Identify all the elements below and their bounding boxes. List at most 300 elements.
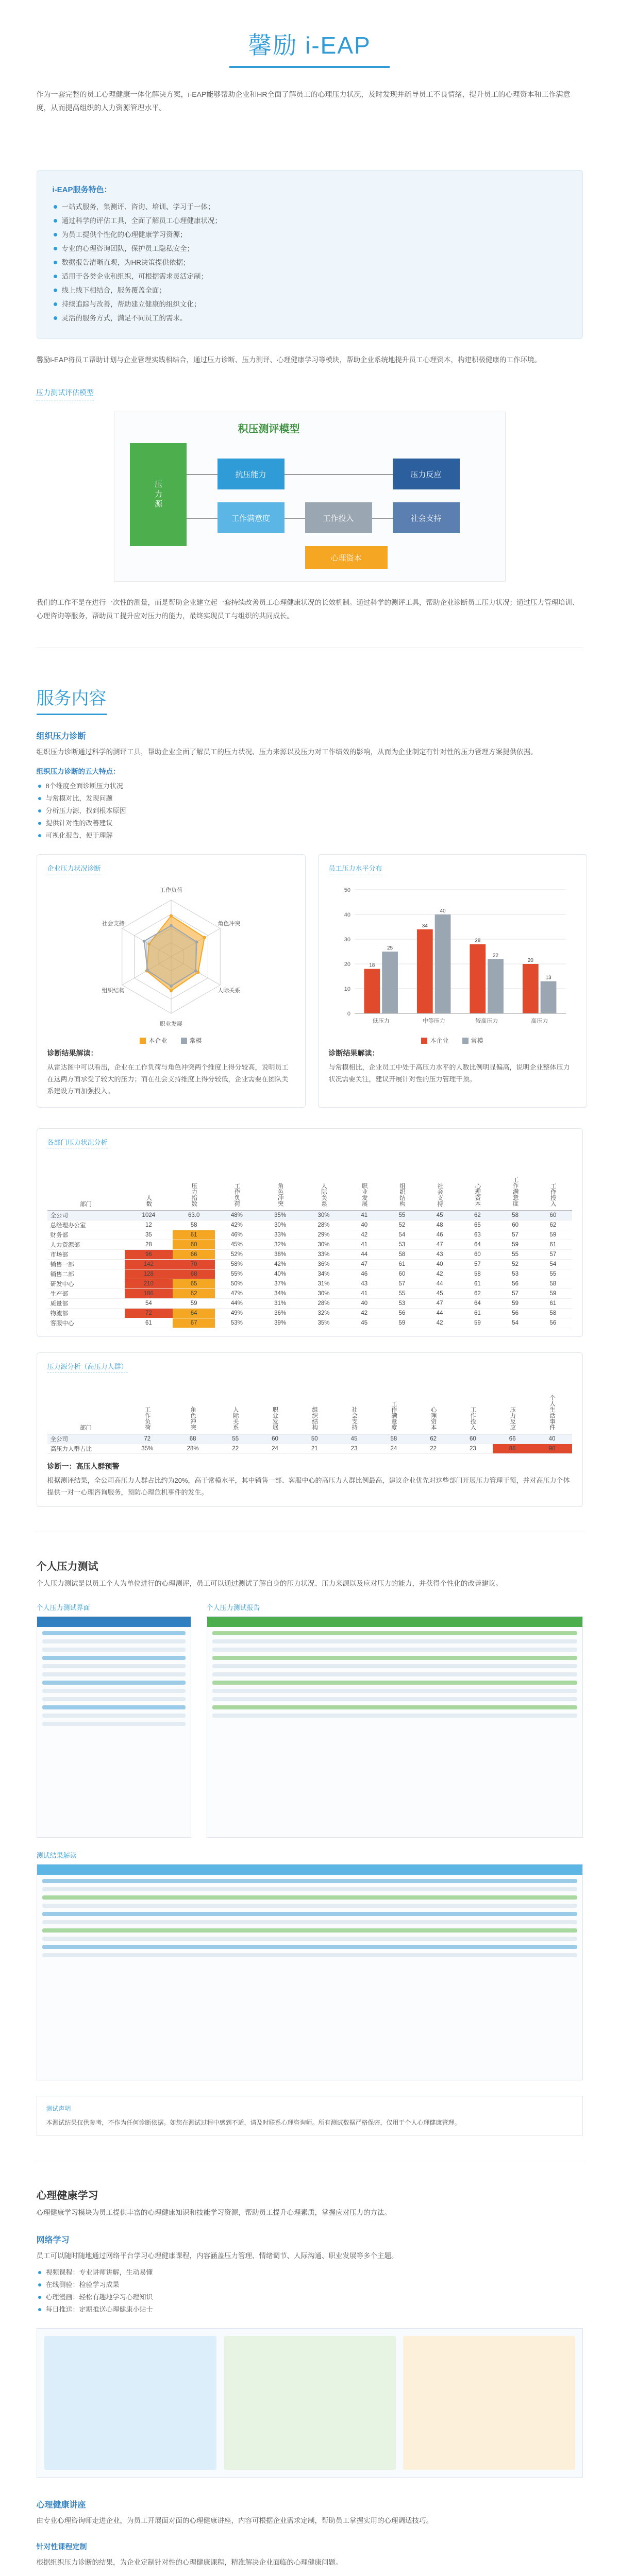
table-cell: 42% [215,1220,258,1230]
table-cell: 全公司 [47,1434,125,1444]
placeholder-line [212,1689,577,1693]
table-cell: 62 [459,1210,496,1220]
table-cell: 物流部 [47,1308,125,1318]
table-cell: 56 [534,1318,572,1328]
table-cell: 57 [534,1249,572,1259]
legend-swatch [421,1038,427,1044]
radar-chart [47,879,295,1034]
test-report-image [207,1616,583,1838]
placeholder-line [212,1681,577,1685]
radar-point [146,969,149,972]
table-cell: 47 [421,1240,459,1249]
notice-title: 测试声明 [46,2105,71,2112]
table-header-cell [334,1378,374,1434]
table-cell: 55 [383,1289,421,1298]
placeholder-line [42,1895,577,1900]
table-cell: 59 [459,1318,496,1328]
study-screens [37,2328,583,2478]
table-cell: 59 [534,1289,572,1298]
test-result-header [37,1865,582,1875]
table-cell: 55 [215,1434,255,1444]
placeholder-line [42,1689,186,1693]
advantages-title: i-EAP服务特色： [52,185,112,194]
table-cell: 41 [345,1240,383,1249]
table-cell: 42% [258,1259,302,1269]
table-cell: 96 [125,1249,173,1259]
table-header-label: 角色冲突 [190,1406,196,1430]
bar [382,952,398,1013]
study-screen-course [44,2336,216,2470]
test-caption-2: 个人压力测试报告 [206,1604,260,1612]
table-cell: 58 [374,1434,413,1444]
model-node-satisfaction: 工作满意度 [218,502,285,533]
table-cell: 63 [459,1230,496,1240]
advantages-box [37,170,583,339]
table-cell: 28% [302,1220,345,1230]
advantages-list [53,200,567,325]
list-item: 与常模对比，发现问题 [37,792,583,805]
legend-label: 本企业 [148,1037,168,1044]
table-cell: 58 [534,1279,572,1289]
table-cell: 30% [258,1220,302,1230]
radar-axis-label: 社会支持 [102,921,125,927]
study-heading: 心理健康学习 [36,2190,98,2201]
bar [488,959,504,1013]
bar [364,969,380,1013]
legend-label: 常模 [189,1037,202,1044]
radar-legend [47,1036,295,1045]
bar-tick-label: 0 [347,1011,350,1017]
bar-category-label: 低压力 [372,1018,390,1024]
diagnosis-list-title: 组织压力诊断的五大特点： [36,768,120,775]
radar-axis-label: 职业发展 [159,1021,182,1027]
table-cell: 56 [496,1279,534,1289]
radar-card-text: 从雷达图中可以看出，企业在工作负荷与角色冲突两个维度上得分较高，说明员工在这两方面承受了较大的压力；而在社会支持维度上得分较低，企业需要在团队关系建设方面加强投入。 [47,1063,289,1095]
placeholder-line [212,1672,577,1676]
table-cell: 42 [345,1230,383,1240]
bar [434,914,450,1013]
table-cell: 61 [125,1318,173,1328]
table-header-cell [295,1378,334,1434]
radar-point [170,985,173,988]
test-caption-3: 测试结果解读 [36,1852,77,1859]
bar-card-subtitle: 诊断结果解读： [328,1049,379,1057]
table-header-label: 部门 [80,1201,92,1208]
study-sub2-text: 由专业心理咨询师走进企业，为员工开展面对面的心理健康讲座，内容可根据企业需求定制，帮助员工掌握实用的心理调适技巧。 [36,2517,433,2524]
placeholder-line [42,1631,186,1635]
table-header-cell [493,1378,532,1434]
hero-title: 馨励 i-EAP [229,27,389,68]
table-cell: 54 [383,1230,421,1240]
table-cell: 40 [345,1298,383,1308]
table-header-cell [125,1378,170,1434]
services-section [37,684,583,842]
placeholder-line [212,1648,577,1652]
table-cell: 24 [374,1444,413,1454]
bar [540,981,556,1013]
model-paragraph: 我们的工作不是在进行一次性的测量，而是帮助企业建立起一套持续改善员工心理健康状况的长效机制。通过科学的测评工具，帮助企业诊断员工压力状况；通过压力管理培训、心理咨询等服务，帮助员工提升应对压力的能力，最终实现员工与组织的共同成长。 [36,599,579,620]
table-cell: 68 [173,1269,215,1279]
radar-point [170,924,173,927]
bar-tick-label: 40 [344,912,350,918]
table-cell: 60 [255,1434,295,1444]
legend-item [462,1036,483,1045]
table-cell: 49% [215,1308,258,1318]
placeholder-line [42,1920,577,1924]
model-node-engagement: 工作投入 [305,502,372,533]
list-item: 专业的心理咨询团队，保护员工隐私安全； [53,242,567,256]
legend-label: 常模 [471,1037,483,1044]
test-section [37,1558,583,1590]
table-cell: 23 [453,1444,493,1454]
table-header-label: 压力指数 [191,1182,197,1207]
table-cell: 40 [421,1259,459,1269]
radar-axis-label: 人际关系 [217,987,240,994]
table-header-cell [383,1154,421,1210]
radar-point [203,936,206,939]
table-header-cell [215,1378,255,1434]
table-header-label: 工作满意度 [512,1177,518,1207]
placeholder-line [212,1664,577,1668]
placeholder-line [42,1928,577,1933]
table-row [47,1308,572,1318]
radar-point [142,940,145,943]
table-row [47,1318,572,1328]
table-cell: 46 [345,1269,383,1279]
table-header-cell [453,1378,493,1434]
table-cell: 47% [215,1289,258,1298]
table-cell: 23 [334,1444,374,1454]
list-item: 视频课程：专业讲师讲解，生动易懂 [37,2266,583,2279]
table-cell: 33% [302,1249,345,1259]
table-cell: 58 [496,1210,534,1220]
table-cell: 38% [258,1249,302,1259]
hero-description: 作为一套完整的员工心理健康一体化解决方案，i-EAP能够帮助企业和HR全面了解员工的心理压力状况，及时发现并疏导员工不良情绪，提升员工的心理资本和工作满意度，从而提高组织的人力资源管理水平。 [36,90,571,112]
placeholder-line [42,1879,577,1883]
table-cell: 58% [215,1259,258,1269]
table-cell: 62 [173,1289,215,1298]
table-cell: 56 [383,1308,421,1318]
table-cell: 50% [215,1279,258,1289]
table-header-cell [170,1378,215,1434]
table-cell: 41 [345,1210,383,1220]
table-header-label: 人数 [145,1194,152,1207]
table-header-cell [374,1378,413,1434]
legend-swatch [181,1038,187,1044]
table-cell: 142 [125,1259,173,1269]
table-row [47,1434,572,1444]
placeholder-line [42,1639,186,1643]
list-item: 在线测验：检验学习成果 [37,2279,583,2291]
table-header-label: 人际关系 [232,1406,239,1430]
list-item: 提供针对性的改善建议 [37,817,583,829]
table-cell: 65 [459,1220,496,1230]
bar-data-label: 20 [527,958,533,963]
table-cell: 66 [493,1434,532,1444]
table-cell: 总经理办公室 [47,1220,125,1230]
table-cell: 市场部 [47,1249,125,1259]
list-item: 每日推送：定期推送心理健康小贴士 [37,2303,583,2316]
table-cell: 47 [421,1298,459,1308]
table-cell: 全公司 [47,1210,125,1220]
table1-title: 各部门压力状况分析 [47,1137,108,1148]
placeholder-line [42,1714,186,1718]
table-cell: 68 [170,1434,215,1444]
stress-model-diagram [114,412,506,582]
bar-legend [329,1036,576,1045]
table-cell: 30% [302,1240,345,1249]
table-header-cell [345,1154,383,1210]
bar-category-label: 中等压力 [422,1018,445,1024]
table-cell: 50 [295,1434,334,1444]
table-cell: 65 [173,1279,215,1289]
placeholder-line [42,1672,186,1676]
table-row [47,1210,572,1220]
table-cell: 45 [421,1289,459,1298]
table-cell: 61 [534,1298,572,1308]
table-cell: 43 [421,1249,459,1259]
table-cell: 31% [258,1298,302,1308]
table-cell: 62 [413,1434,453,1444]
table-cell: 128 [125,1269,173,1279]
model-node-resilience: 抗压能力 [218,459,285,489]
radar-card-title: 企业压力状况诊断 [47,863,101,874]
placeholder-line [212,1714,577,1718]
table-header-cell [173,1154,215,1210]
bar-category-label: 较高压力 [475,1018,498,1024]
model-node-social-support: 社会支持 [393,502,460,533]
table-cell: 44 [421,1308,459,1318]
bar [522,964,538,1013]
table-cell: 57 [383,1279,421,1289]
table-cell: 42 [345,1308,383,1318]
table-cell: 53 [383,1298,421,1308]
radar-axis-label: 角色冲突 [217,921,240,927]
diagnosis-list [37,780,583,842]
table-header-cell [459,1154,496,1210]
table-cell: 210 [125,1279,173,1289]
table-cell: 55 [534,1269,572,1279]
table-cell: 财务部 [47,1230,125,1240]
table-cell: 47 [345,1259,383,1269]
model-node-psych-capital: 心理资本 [305,546,388,569]
table-cell: 36% [302,1259,345,1269]
table-cell: 72 [125,1308,173,1318]
list-item: 为员工提供个性化的心理健康学习资源； [53,228,567,242]
model-tag: 压力测试评估模型 [36,387,94,400]
table-header-label: 心理资本 [430,1406,437,1430]
table-cell: 60 [453,1434,493,1444]
table-cell: 52 [383,1220,421,1230]
diagnosis-title: 组织压力诊断 [36,732,86,741]
hero [0,0,619,155]
legend-swatch [140,1038,146,1044]
table-cell: 35% [302,1318,345,1328]
table-header-label: 个人生活事件 [549,1395,556,1430]
table-cell: 61 [534,1240,572,1249]
model-arrow [285,474,393,475]
table-cell: 48 [421,1220,459,1230]
table-cell: 40 [532,1434,572,1444]
bar-chart [329,879,576,1034]
diagnosis-note-text: 根据测评结果，全公司高压力人群占比约为20%，高于常模水平，其中销售一部、客服中心的高压力人群比例最高，建议企业优先对这些部门开展压力管理干预，并对高压力个体提供一对一心理咨询服务，预防心理危机事件的发生。 [47,1477,570,1496]
table-cell: 43 [345,1279,383,1289]
table-row [47,1269,572,1279]
bar-data-label: 13 [545,975,551,981]
table-header-label: 角色冲突 [277,1182,283,1207]
test-notice [37,2096,583,2136]
table-header-label: 组织结构 [311,1406,318,1430]
table-cell: 59 [534,1230,572,1240]
table-cell: 人力资源部 [47,1240,125,1249]
model-title: 积压测评模型 [238,423,300,435]
table-cell: 32% [258,1240,302,1249]
list-item: 8个维度全面诊断压力状况 [37,780,583,792]
placeholder-line [212,1631,577,1635]
placeholder-line [212,1697,577,1701]
placeholder-line [42,1656,186,1660]
table-cell: 86 [493,1444,532,1454]
table-cell: 90 [532,1444,572,1454]
table-cell: 61 [173,1230,215,1240]
table-cell: 1024 [125,1210,173,1220]
table-cell: 60 [496,1220,534,1230]
legend-swatch [462,1038,469,1044]
table-cell: 42 [421,1318,459,1328]
bar-data-label: 25 [387,945,393,951]
table-cell: 57 [496,1289,534,1298]
placeholder-line [42,1945,577,1949]
study-sub2b: 针对性课程定制 [36,2543,87,2551]
table-cell: 28% [302,1298,345,1308]
table-cell: 64 [173,1308,215,1318]
radar-point [195,940,198,943]
department-table [47,1154,572,1328]
table-cell: 64 [459,1298,496,1308]
table-cell: 31% [302,1279,345,1289]
test-screen-3 [37,1850,583,2080]
study-section [37,2187,583,2316]
table-header-label: 工作满意度 [390,1400,397,1430]
table-cell: 61 [459,1279,496,1289]
lecture-section [37,2498,583,2576]
table2-title: 压力源分析（高压力人群） [47,1361,128,1372]
table-row [47,1230,572,1240]
radar-card-subtitle: 诊断结果解读： [47,1049,98,1057]
table-cell: 42 [421,1269,459,1279]
table-header-label: 人际关系 [320,1182,327,1207]
study-screen-comic [224,2336,396,2470]
legend-label: 本企业 [430,1037,449,1044]
table-cell: 34% [302,1269,345,1279]
table-cell: 44% [215,1298,258,1308]
table-header-cell [532,1378,572,1434]
table-cell: 22 [413,1444,453,1454]
placeholder-line [42,1722,186,1726]
table-header-cell [125,1154,173,1210]
table-header-cell [215,1154,258,1210]
list-item: 线上线下相结合，服务覆盖全面； [53,283,567,297]
table-header-cell [258,1154,302,1210]
model-node-stress-response: 压力反应 [393,459,460,489]
test-interface-header [37,1617,191,1627]
bar-chart-svg [329,879,576,1034]
placeholder-line [42,1953,577,1957]
table-header-cell [413,1378,453,1434]
bar-tick-label: 20 [344,961,350,968]
table-row [47,1289,572,1298]
table-cell: 32% [302,1308,345,1318]
table-cell: 56 [496,1308,534,1318]
radar-axis-label: 组织结构 [102,987,125,994]
table-header-label: 工作投入 [470,1406,476,1430]
report-cards [37,854,583,1108]
model-arrow [187,518,218,519]
stressor-table [47,1378,572,1454]
table-cell: 59 [496,1240,534,1249]
table-cell: 55% [215,1269,258,1279]
table-cell: 39% [258,1318,302,1328]
table-cell: 63.0 [173,1210,215,1220]
table-cell: 销售一部 [47,1259,125,1269]
test-heading: 个人压力测试 [36,1561,98,1572]
list-item: 心理漫画：轻松有趣地学习心理知识 [37,2291,583,2303]
bar-tick-label: 10 [344,986,350,992]
table-cell: 质量部 [47,1298,125,1308]
placeholder-line [42,1664,186,1668]
placeholder-line [42,1681,186,1685]
radar-point [194,970,197,973]
table-header-label: 社会支持 [437,1182,443,1207]
study-text: 心理健康学习模块为员工提供丰富的心理健康知识和技能学习资源，帮助员工提升心理素质，掌握应对压力的方法。 [36,2209,391,2216]
table-cell: 12 [125,1220,173,1230]
table-cell: 55 [496,1249,534,1259]
table-cell: 60 [383,1269,421,1279]
table-cell: 59 [173,1298,215,1308]
table-cell: 52 [496,1259,534,1269]
table-cell: 生产部 [47,1289,125,1298]
table-cell: 62 [459,1289,496,1298]
department-table-panel [37,1128,583,1337]
table-header-cell [302,1154,345,1210]
table-cell: 21 [295,1444,334,1454]
table-cell: 54 [534,1259,572,1269]
table-header-label: 职业发展 [361,1182,367,1207]
bar-data-label: 28 [474,938,480,944]
test-screen-2 [207,1602,583,1838]
table-cell: 53 [496,1269,534,1279]
notice-text: 本测试结果仅供参考，不作为任何诊断依据。如您在测试过程中感到不适，请及时联系心理咨询师。所有测试数据严格保密，仅用于个人心理健康管理。 [46,2119,461,2126]
placeholder-line [42,1937,577,1941]
table-cell: 58 [459,1269,496,1279]
table-cell: 54 [125,1298,173,1308]
table-cell: 41 [345,1289,383,1298]
table-cell: 54 [496,1318,534,1328]
table-cell: 30% [302,1289,345,1298]
radar-point [170,989,173,992]
table-header-label: 职业发展 [272,1406,278,1430]
table-cell: 高压力人群占比 [47,1444,125,1454]
table-cell: 72 [125,1434,170,1444]
list-item: 适用于各类企业和组织，可根据需求灵活定制； [53,269,567,283]
bar-category-label: 高压力 [530,1018,548,1024]
table-cell: 44 [421,1279,459,1289]
table-cell: 40% [258,1269,302,1279]
table-row [47,1279,572,1289]
study-sub1-text: 员工可以随时随地通过网络平台学习心理健康课程，内容涵盖压力管理、情绪调节、人际沟通、职业发展等多个主题。 [36,2252,398,2260]
table-cell: 销售二部 [47,1269,125,1279]
test-screen-1 [37,1602,191,1838]
